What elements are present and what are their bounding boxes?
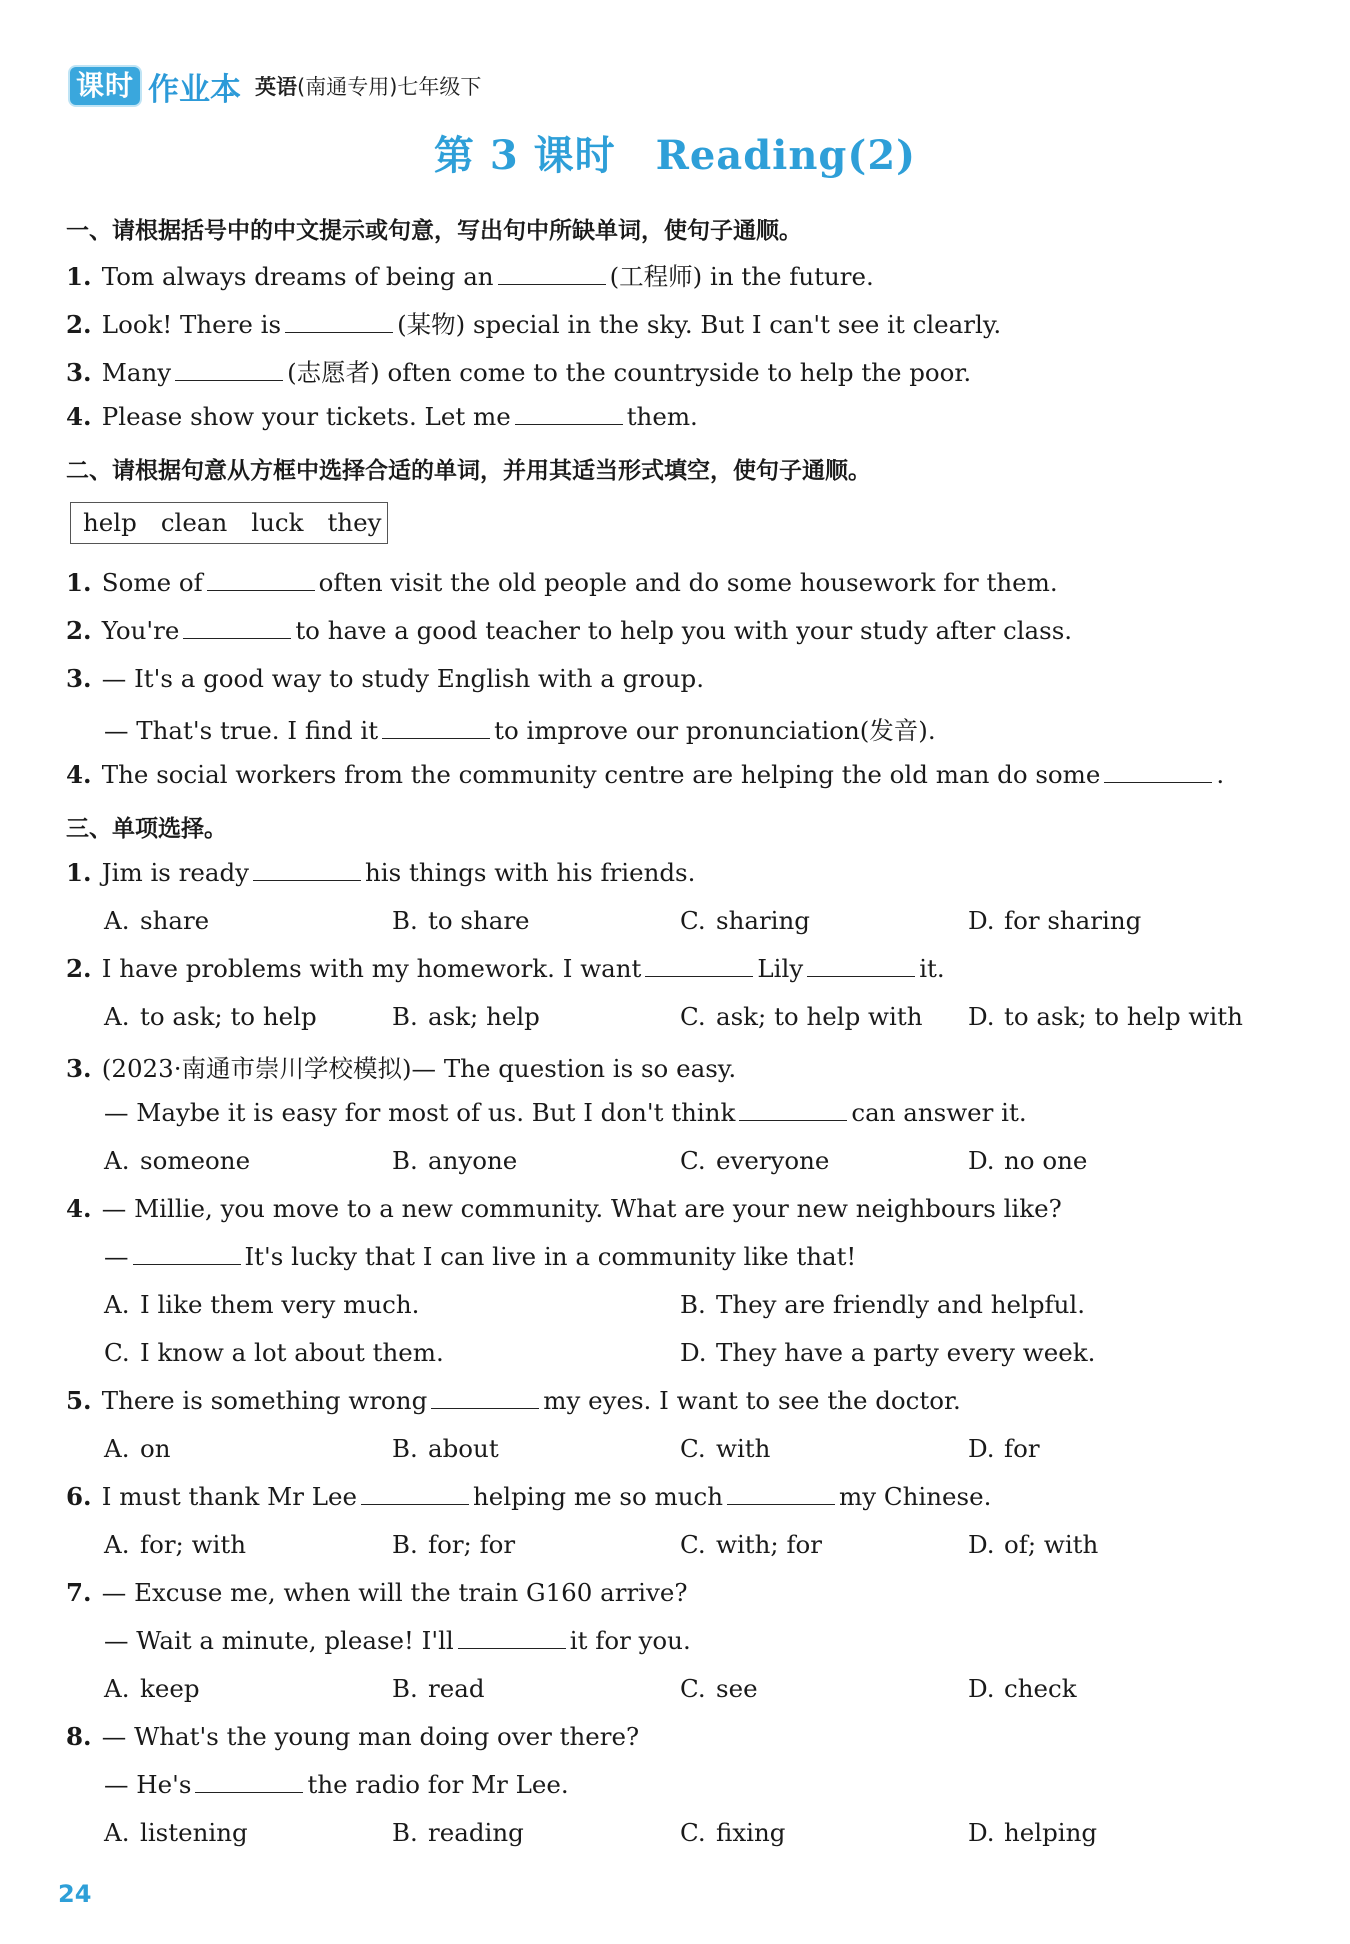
option-d[interactable]: D. helping xyxy=(968,1818,1098,1847)
option-a[interactable]: A. listening xyxy=(104,1818,248,1847)
brand-name: 作业本 xyxy=(148,71,242,108)
s3-q2: 2. I have problems with my homework. I want Lily it. xyxy=(66,954,945,983)
s3-q5: 5. There is something wrong my eyes. I want to see the doctor. xyxy=(66,1386,961,1415)
word-box-item: help xyxy=(83,508,137,537)
s1-item-1: 1. Tom always dreams of being an (工程师) in the future. xyxy=(66,262,874,291)
answer-blank[interactable] xyxy=(645,975,753,977)
option-c[interactable]: C. with xyxy=(680,1434,771,1463)
s2-item-1: 1. Some of often visit the old people and do some housework for them. xyxy=(66,568,1058,597)
section1-heading: 一、请根据括号中的中文提示或句意，写出句中所缺单词，使句子通顺。 xyxy=(66,218,802,244)
brand-logo: 课时 xyxy=(70,67,140,105)
option-c[interactable]: C. I know a lot about them. xyxy=(104,1338,444,1367)
option-a[interactable]: A. on xyxy=(104,1434,171,1463)
answer-blank[interactable] xyxy=(133,1263,241,1265)
answer-blank[interactable] xyxy=(1104,781,1212,783)
s3-q8-reply: — He's the radio for Mr Lee. xyxy=(104,1770,569,1799)
option-b[interactable]: B. for; for xyxy=(392,1530,516,1559)
word-box-item: they xyxy=(327,508,382,537)
subject-detail: (南通专用)七年级下 xyxy=(297,75,482,99)
s3-q4-reply: — It's lucky that I can live in a community like that! xyxy=(104,1242,857,1271)
option-d[interactable]: D. to ask; to help with xyxy=(968,1002,1243,1031)
s1-item-2: 2. Look! There is (某物) special in the sky. But I can't see it clearly. xyxy=(66,310,1002,339)
s3-q4: 4. — Millie, you move to a new community. What are your new neighbours like? xyxy=(66,1194,1062,1223)
section2-heading: 二、请根据句意从方框中选择合适的单词，并用其适当形式填空，使句子通顺。 xyxy=(66,458,871,484)
option-d[interactable]: D. check xyxy=(968,1674,1077,1703)
option-a[interactable]: A. share xyxy=(104,906,210,935)
s3-q7: 7. — Excuse me, when will the train G160 arrive? xyxy=(66,1578,688,1607)
lesson-title-en: Reading(2) xyxy=(655,132,917,179)
option-c[interactable]: C. with; for xyxy=(680,1530,823,1559)
option-c[interactable]: C. everyone xyxy=(680,1146,830,1175)
answer-blank[interactable] xyxy=(175,379,283,381)
option-d[interactable]: D. for sharing xyxy=(968,906,1142,935)
lesson-title xyxy=(0,124,1350,181)
option-a[interactable]: A. for; with xyxy=(104,1530,247,1559)
lesson-title-cn: 第 3 课时 xyxy=(433,132,616,179)
s3-q6: 6. I must thank Mr Lee helping me so much my Chinese. xyxy=(66,1482,992,1511)
answer-blank[interactable] xyxy=(727,1503,835,1505)
s1-item-3: 3. Many (志愿者) often come to the countryside to help the poor. xyxy=(66,358,972,387)
option-a[interactable]: A. to ask; to help xyxy=(104,1002,317,1031)
answer-blank[interactable] xyxy=(207,589,315,591)
answer-blank[interactable] xyxy=(285,331,393,333)
answer-blank[interactable] xyxy=(183,637,291,639)
s2-item-3: 3. — It's a good way to study English with a group. xyxy=(66,664,705,693)
s3-q3: 3. (2023·南通市崇川学校模拟)— The question is so easy. xyxy=(66,1054,737,1083)
option-c[interactable]: C. sharing xyxy=(680,906,810,935)
option-d[interactable]: D. They have a party every week. xyxy=(680,1338,1096,1367)
answer-blank[interactable] xyxy=(253,879,361,881)
option-c[interactable]: C. fixing xyxy=(680,1818,786,1847)
brand-header xyxy=(70,66,481,106)
answer-blank[interactable] xyxy=(458,1647,566,1649)
subject-name: 英语 xyxy=(255,75,298,99)
s1-item-4: 4. Please show your tickets. Let me them. xyxy=(66,402,698,431)
option-a[interactable]: A. someone xyxy=(104,1146,251,1175)
option-c[interactable]: C. see xyxy=(680,1674,758,1703)
answer-blank[interactable] xyxy=(498,283,606,285)
answer-blank[interactable] xyxy=(195,1791,303,1793)
option-b[interactable]: B. read xyxy=(392,1674,485,1703)
answer-blank[interactable] xyxy=(739,1119,847,1121)
option-d[interactable]: D. of; with xyxy=(968,1530,1099,1559)
s2-item-2: 2. You're to have a good teacher to help you with your study after class. xyxy=(66,616,1073,645)
option-b[interactable]: B. about xyxy=(392,1434,499,1463)
option-d[interactable]: D. no one xyxy=(968,1146,1088,1175)
option-b[interactable]: B. reading xyxy=(392,1818,524,1847)
option-a[interactable]: A. keep xyxy=(104,1674,200,1703)
s2-item-3-reply: — That's true. I find it to improve our pronunciation(发音). xyxy=(104,716,936,745)
word-box-item: clean xyxy=(160,508,228,537)
s2-item-4: 4. The social workers from the community centre are helping the old man do some . xyxy=(66,760,1225,789)
word-box xyxy=(70,502,388,544)
answer-blank[interactable] xyxy=(515,423,623,425)
word-box-item: luck xyxy=(251,508,304,537)
section3-heading: 三、单项选择。 xyxy=(66,816,227,842)
subject-label xyxy=(255,71,481,101)
option-b[interactable]: B. They are friendly and helpful. xyxy=(680,1290,1086,1319)
option-b[interactable]: B. to share xyxy=(392,906,530,935)
answer-blank[interactable] xyxy=(361,1503,469,1505)
option-b[interactable]: B. ask; help xyxy=(392,1002,540,1031)
answer-blank[interactable] xyxy=(382,737,490,739)
s3-q8: 8. — What's the young man doing over there? xyxy=(66,1722,640,1751)
s3-q1: 1. Jim is ready his things with his friends. xyxy=(66,858,696,887)
s3-q7-reply: — Wait a minute, please! I'll it for you. xyxy=(104,1626,691,1655)
option-b[interactable]: B. anyone xyxy=(392,1146,518,1175)
option-d[interactable]: D. for xyxy=(968,1434,1040,1463)
page-number: 24 xyxy=(58,1880,92,1908)
option-c[interactable]: C. ask; to help with xyxy=(680,1002,923,1031)
answer-blank[interactable] xyxy=(807,975,915,977)
option-a[interactable]: A. I like them very much. xyxy=(104,1290,420,1319)
s3-q3-reply: — Maybe it is easy for most of us. But I don't think can answer it. xyxy=(104,1098,1027,1127)
answer-blank[interactable] xyxy=(431,1407,539,1409)
